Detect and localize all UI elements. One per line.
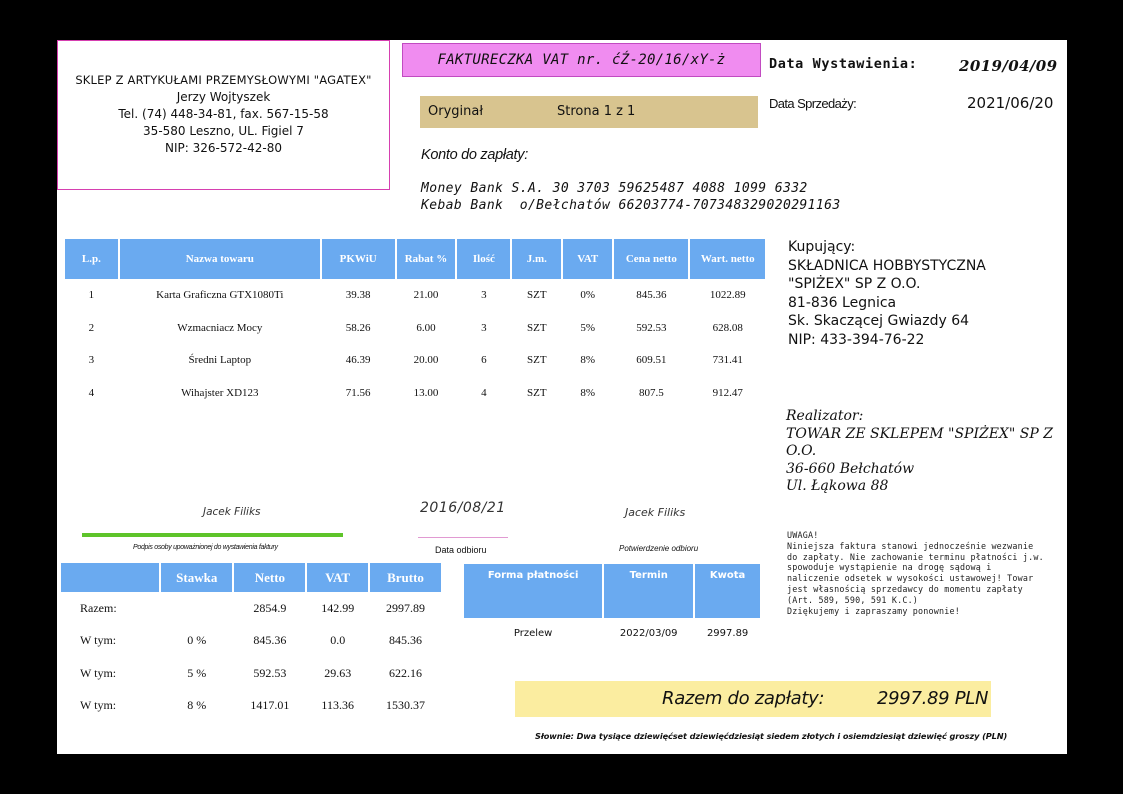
total-label: Razem do zapłaty: — [662, 688, 825, 709]
vat-row — [61, 657, 441, 690]
account-label: Konto do zapłaty: — [421, 147, 528, 163]
realizator-city: 36-660 Bełchatów — [786, 460, 915, 477]
buyer-block — [788, 238, 1050, 349]
vat-cell: 113.36 — [321, 698, 354, 713]
items-header-cell: Rabat % — [397, 239, 456, 279]
total-box — [515, 681, 991, 717]
item-cell: 4 — [481, 386, 487, 399]
original-label: Oryginał — [428, 104, 484, 119]
item-cell: 20.00 — [413, 354, 439, 367]
item-cell: Średni Laptop — [188, 354, 252, 367]
item-cell: Karta Graficzna GTX1080Ti — [156, 289, 284, 302]
vat-cell: 29.63 — [324, 665, 352, 680]
seller-box — [57, 40, 390, 190]
buyer-street: Sk. Skaczącej Gwiazdy 64 — [788, 313, 970, 329]
vat-row — [61, 625, 441, 658]
item-cell: SZT — [526, 321, 547, 334]
vat-cell: 0 % — [187, 633, 207, 648]
receiver-signature: Jacek Filiks — [625, 506, 686, 519]
vat-header-cell: Netto — [234, 563, 305, 592]
item-cell: 46.39 — [345, 354, 371, 367]
items-table — [63, 239, 767, 409]
buyer-label: Kupujący: — [788, 239, 856, 255]
vat-cell: W tym: — [80, 633, 117, 648]
item-cell: 58.26 — [345, 321, 371, 334]
payment-header-cell: Termin — [604, 564, 693, 618]
item-cell: SZT — [526, 386, 547, 399]
item-cell: 845.36 — [636, 289, 667, 302]
bank-account-1: Money Bank S.A. 30 3703 59625487 4088 1099 6332 — [421, 181, 808, 196]
item-cell: 8% — [580, 354, 596, 367]
item-cell: 807.5 — [638, 386, 664, 399]
receive-date-line — [418, 537, 508, 538]
receive-date: 2016/08/21 — [420, 500, 506, 516]
vat-cell: 1417.01 — [250, 698, 290, 713]
item-cell: SZT — [526, 289, 547, 302]
items-header-cell: Cena netto — [614, 239, 688, 279]
payment-header-cell: Forma płatności — [464, 564, 602, 618]
warning-line: UWAGA! — [787, 530, 819, 540]
warning-line: Dziękujemy i zapraszamy ponownie! — [787, 605, 960, 616]
seller-name: SKLEP Z ARTYKUŁAMI PRZEMYSŁOWYMI "AGATEX" — [75, 73, 372, 87]
realizator-name: TOWAR ZE SKLEPEM "SPIŻEX" SP Z O.O. — [786, 425, 1053, 459]
seller-owner: Jerzy Wojtyszek — [176, 90, 271, 104]
item-cell: 4 — [88, 386, 95, 399]
item-cell: Wihajster XD123 — [181, 386, 259, 399]
realizator-label: Realizator: — [786, 408, 864, 424]
vat-cell: 592.53 — [253, 665, 287, 680]
receive-date-caption: Data odbioru — [435, 545, 487, 555]
item-cell: 13.00 — [413, 386, 439, 399]
vat-cell — [161, 592, 232, 625]
buyer-city: 81-836 Legnica — [788, 294, 897, 311]
vat-cell: 1530.37 — [385, 698, 425, 713]
items-header-cell: L.p. — [65, 239, 118, 279]
item-cell: 3 — [88, 354, 95, 367]
item-cell: 912.47 — [712, 386, 743, 399]
vat-cell: 8 % — [187, 698, 207, 713]
payment-row — [464, 618, 760, 648]
seller-address: 35-580 Leszno, UL. Figiel 7 — [143, 124, 304, 138]
vat-cell: 0.0 — [330, 633, 346, 648]
vat-summary-table — [59, 563, 443, 722]
vat-header-cell: Brutto — [370, 563, 441, 592]
issue-date-value: 2019/04/09 — [959, 57, 1058, 75]
sale-date-value: 2021/06/20 — [967, 94, 1054, 112]
payment-cell: Przelew — [513, 627, 553, 639]
item-cell: 6 — [481, 354, 487, 367]
issue-date-label: Data Wystawienia: — [769, 56, 918, 72]
payment-cell: 2022/03/09 — [619, 627, 678, 639]
warning-line: Niniejsza faktura stanowi jednocześnie wezwanie do zapłaty. Nie zachowanie terminu płatności j.w. spowoduje wystąpienie na drogę sądową i naliczenie odsetek w wysokości ustawowej! Towar jest własnością sprzedawcy do momentu zapłaty (Art. 589, 590, 591 K.C.) — [787, 540, 1044, 605]
issuer-signature: Jacek Filiks — [203, 506, 261, 518]
amount-in-words: Słownie: Dwa tysiące dziewięćset dziewięćdziesiąt siedem złotych i osiemdziesiąt dziewięć groszy (PLN) — [535, 731, 1008, 741]
page-counter: Strona 1 z 1 — [557, 104, 636, 119]
payment-cell: 2997.89 — [706, 627, 749, 639]
item-cell: 2 — [88, 321, 95, 334]
items-header-cell: VAT — [563, 239, 612, 279]
vat-cell: 5 % — [187, 665, 207, 680]
item-cell: 5% — [580, 321, 596, 334]
payment-header-cell: Kwota — [695, 564, 760, 618]
items-header-cell: Ilość — [457, 239, 510, 279]
vat-header-cell: VAT — [307, 563, 368, 592]
vat-cell: W tym: — [80, 665, 117, 680]
item-row — [65, 279, 765, 312]
vat-row — [61, 592, 441, 625]
payment-warning — [787, 530, 1049, 616]
item-cell: 8% — [580, 386, 596, 399]
item-cell: 39.38 — [345, 289, 371, 302]
items-header-cell: Nazwa towaru — [120, 239, 320, 279]
item-cell: 609.51 — [636, 354, 667, 367]
item-cell: 1 — [88, 289, 95, 302]
items-header-row — [65, 239, 765, 279]
item-cell: 3 — [481, 321, 487, 334]
buyer-name: SKŁADNICA HOBBYSTYCZNA "SPIŻEX" SP Z O.O. — [788, 257, 986, 292]
item-cell: 0% — [580, 289, 596, 302]
item-cell: 6.00 — [416, 321, 436, 334]
vat-cell: 2854.9 — [253, 600, 287, 615]
receiver-signature-caption: Potwierdzenie odbioru — [619, 544, 699, 553]
issuer-signature-caption: Podpis osoby upoważnionej do wystawienia faktury — [133, 544, 278, 551]
invoice-title: FAKTURECZKA VAT nr. ćŹ-20/16/xY-ż — [402, 43, 761, 77]
vat-cell: W tym: — [80, 698, 117, 713]
item-row — [65, 377, 765, 410]
realizator-block — [786, 408, 1056, 496]
buyer-nip: NIP: 433-394-76-22 — [788, 331, 925, 348]
item-row — [65, 344, 765, 377]
realizator-street: Ul. Łąkowa 88 — [786, 478, 889, 494]
vat-cell: 845.36 — [388, 633, 422, 648]
item-cell: 731.41 — [712, 354, 743, 367]
items-header-cell: J.m. — [512, 239, 561, 279]
payment-table — [462, 564, 762, 648]
total-value: 2997.89 PLN — [877, 688, 989, 709]
item-cell: 21.00 — [413, 289, 439, 302]
item-cell: 628.08 — [712, 321, 743, 334]
vat-cell: 845.36 — [253, 633, 287, 648]
seller-nip: NIP: 326-572-42-80 — [165, 141, 282, 155]
item-cell: SZT — [526, 354, 547, 367]
item-row — [65, 312, 765, 345]
item-cell: 71.56 — [345, 386, 371, 399]
sale-date-label: Data Sprzedaży: — [769, 96, 857, 111]
item-cell: 3 — [481, 289, 487, 302]
item-cell: 592.53 — [636, 321, 667, 334]
vat-header-cell — [61, 563, 159, 592]
vat-header-cell: Stawka — [161, 563, 232, 592]
vat-cell: 2997.89 — [385, 600, 425, 615]
item-cell: Wzmacniacz Mocy — [177, 321, 263, 334]
vat-cell: 142.99 — [321, 600, 355, 615]
items-header-cell: Wart. netto — [690, 239, 765, 279]
payment-header-row — [464, 564, 760, 618]
items-header-cell: PKWiU — [322, 239, 395, 279]
original-bar — [420, 96, 758, 128]
signature-line — [82, 533, 343, 537]
vat-row — [61, 690, 441, 723]
vat-header-row — [61, 563, 441, 592]
item-cell: 1022.89 — [709, 289, 746, 302]
invoice-page — [57, 40, 1067, 754]
vat-cell: Razem: — [80, 600, 117, 615]
vat-cell: 622.16 — [388, 665, 422, 680]
bank-account-2: Kebab Bank o/Bełchatów 66203774-707348329020291163 — [421, 198, 841, 213]
seller-phone: Tel. (74) 448-34-81, fax. 567-15-58 — [118, 107, 329, 121]
